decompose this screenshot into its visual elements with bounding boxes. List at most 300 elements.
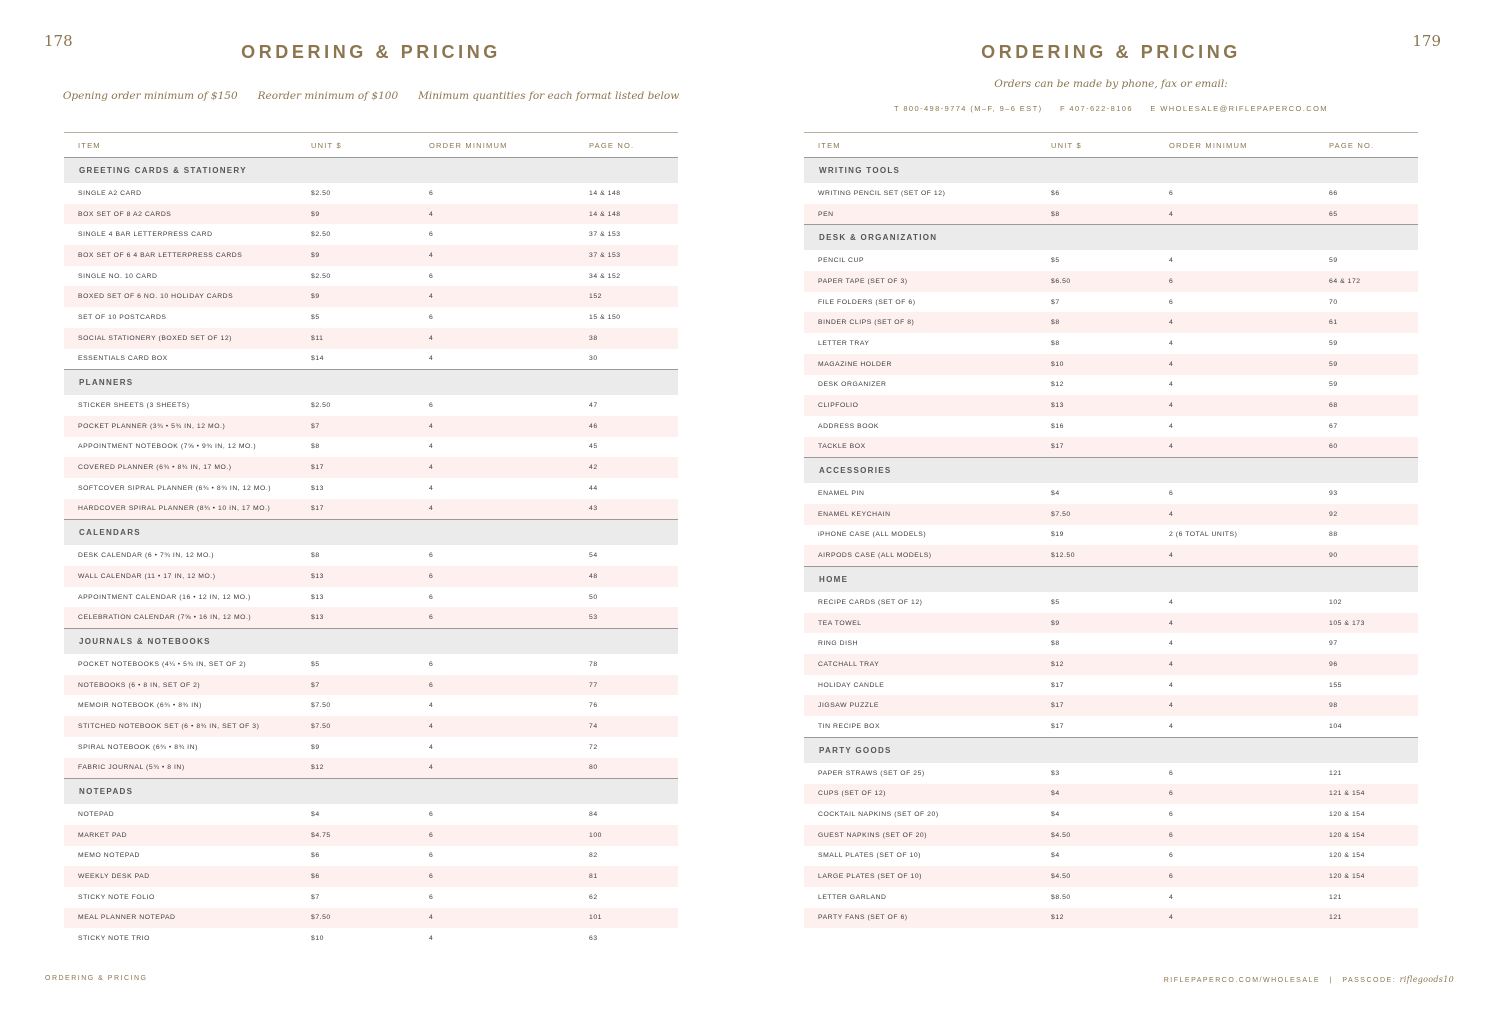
contact-email[interactable]: E WHOLESALE@RIFLEPAPERCO.COM	[1150, 104, 1328, 113]
unit-price: $2.50	[311, 402, 331, 410]
section-rows	[804, 592, 1418, 737]
order-minimum: 6	[1169, 790, 1174, 798]
section-title: CALENDARS	[79, 528, 141, 538]
order-minimum: 4	[1169, 702, 1174, 710]
unit-price: $6	[1051, 189, 1060, 197]
item-name: COVERED PLANNER (6¾ • 8¾ IN, 17 MO.)	[78, 464, 232, 472]
item-name: JIGSAW PUZZLE	[818, 702, 879, 710]
unit-price: $11	[311, 334, 324, 342]
footer-passcode: riflegoods10	[1399, 975, 1454, 984]
page-number: 53	[589, 614, 598, 622]
contact-line	[804, 104, 1418, 113]
section-title: JOURNALS & NOTEBOOKS	[79, 637, 211, 647]
section-rows	[804, 183, 1418, 224]
section-rows	[64, 654, 678, 778]
page-number: 88	[1329, 531, 1338, 539]
item-name: STICKY NOTE FOLIO	[78, 893, 155, 901]
page-number: 104	[1329, 722, 1342, 730]
item-name: WRITING PENCIL SET (SET OF 12)	[818, 189, 946, 197]
page-number: 70	[1329, 298, 1338, 306]
col-page-no: PAGE NO.	[1329, 140, 1375, 150]
item-name: SINGLE A2 CARD	[78, 189, 142, 197]
unit-price: $4	[1051, 811, 1060, 819]
item-name: TIN RECIPE BOX	[818, 722, 881, 730]
table-header	[804, 133, 1418, 157]
table-row	[64, 675, 678, 696]
order-minimum: 2 (6 TOTAL UNITS)	[1169, 531, 1238, 539]
table-row	[804, 784, 1418, 805]
order-minimum: 6	[429, 831, 434, 839]
item-name: SET OF 10 POSTCARDS	[78, 313, 167, 321]
item-name: MARKET PAD	[78, 831, 128, 839]
unit-price: $13	[311, 484, 324, 492]
page-number: 38	[589, 334, 598, 342]
format-minimum-note: Minimum quantities for each format listed below	[418, 90, 680, 102]
item-name: SOCIAL STATIONERY (BOXED SET OF 12)	[78, 334, 232, 342]
item-name: ADDRESS BOOK	[818, 422, 879, 430]
table-row	[64, 395, 678, 416]
item-name: STICKY NOTE TRIO	[78, 935, 150, 943]
unit-price: $10	[311, 935, 324, 943]
table-row	[64, 566, 678, 587]
page-number: 15 & 150	[589, 313, 621, 321]
item-name: SOFTCOVER SIPRAL PLANNER (6¾ • 8¾ IN, 12 MO.)	[78, 484, 272, 492]
order-minimum: 4	[1169, 598, 1174, 606]
col-unit-price: UNIT $	[311, 140, 342, 150]
table-row	[64, 204, 678, 225]
pricing-table-left	[64, 132, 678, 949]
section-rows	[64, 804, 678, 949]
section-title: GREETING CARDS & STATIONERY	[79, 166, 247, 175]
unit-price: $9	[1051, 619, 1060, 627]
order-minimum: 4	[1169, 619, 1174, 627]
page-number: 64 & 172	[1329, 277, 1361, 285]
order-minimum: 6	[429, 313, 434, 321]
table-row	[64, 349, 678, 370]
page-number: 59	[1329, 381, 1338, 389]
order-minimum: 6	[1169, 298, 1174, 306]
footer-separator: |	[1329, 977, 1333, 984]
order-minimum: 4	[1169, 893, 1174, 901]
table-row	[804, 763, 1418, 784]
page-number: 81	[589, 873, 598, 881]
unit-price: $13	[1051, 402, 1064, 410]
item-name: AIRPODS CASE (ALL MODELS)	[818, 552, 932, 560]
section-header	[804, 224, 1418, 250]
table-row	[64, 607, 678, 628]
table-row	[64, 825, 678, 846]
item-name: SINGLE 4 BAR LETTERPRESS CARD	[78, 231, 213, 239]
unit-price: $17	[1051, 722, 1064, 730]
item-name: STITCHED NOTEBOOK SET (6 • 8¾ IN, SET OF 3)	[78, 722, 260, 730]
table-row	[64, 545, 678, 566]
order-minimum: 6	[429, 272, 434, 280]
opening-minimum: Opening order minimum of $150	[62, 90, 238, 102]
page-number: 37 & 153	[589, 251, 621, 259]
table-row	[64, 457, 678, 478]
footer-wholesale	[1164, 975, 1454, 984]
order-minimum: 6	[429, 614, 434, 622]
order-minimum: 4	[429, 484, 434, 492]
table-row	[804, 354, 1418, 375]
page-number: 121 & 154	[1329, 790, 1365, 798]
item-name: LETTER GARLAND	[818, 893, 887, 901]
contact-fax: F 407-622-8106	[1059, 104, 1133, 113]
order-minimum: 6	[1169, 831, 1174, 839]
item-name: POCKET PLANNER (3¾ • 5¾ IN, 12 MO.)	[78, 422, 226, 430]
item-name: APPOINTMENT CALENDAR (16 • 12 IN, 12 MO.)	[78, 593, 251, 601]
unit-price: $8	[1051, 210, 1060, 218]
unit-price: $16	[1051, 422, 1064, 430]
unit-price: $7.50	[1051, 510, 1071, 518]
page-number: 34 & 152	[589, 272, 621, 280]
page-number: 59	[1329, 339, 1338, 347]
unit-price: $4	[1051, 852, 1060, 860]
page-number: 120 & 154	[1329, 811, 1365, 819]
order-minimum: 6	[429, 552, 434, 560]
item-name: PAPER TAPE (SET OF 3)	[818, 277, 908, 285]
page-number: 178	[44, 32, 73, 50]
order-minimum: 4	[1169, 660, 1174, 668]
order-minimum: 6	[429, 572, 434, 580]
unit-price: $13	[311, 614, 324, 622]
item-name: MEMO NOTEPAD	[78, 852, 140, 860]
item-name: BOX SET OF 6 4 BAR LETTERPRESS CARDS	[78, 251, 243, 259]
col-page-no: PAGE NO.	[589, 140, 635, 150]
table-row	[804, 292, 1418, 313]
order-minimum: 6	[1169, 277, 1174, 285]
table-row	[804, 271, 1418, 292]
table-row	[64, 224, 678, 245]
table-row	[64, 866, 678, 887]
order-minimum: 4	[429, 210, 434, 218]
order-minimum: 4	[1169, 681, 1174, 689]
page-number: 50	[589, 593, 598, 601]
page-number: 54	[589, 552, 598, 560]
table-row	[804, 866, 1418, 887]
unit-price: $4.75	[311, 831, 331, 839]
table-row	[64, 846, 678, 867]
order-minimum: 4	[1169, 381, 1174, 389]
unit-price: $13	[311, 572, 324, 580]
page-number: 82	[589, 852, 598, 860]
page-number: 72	[589, 743, 598, 751]
item-name: HARDCOVER SPIRAL PLANNER (8¾ • 10 IN, 17 MO.)	[78, 505, 271, 513]
table-row	[64, 478, 678, 499]
order-minimum: 4	[1169, 210, 1174, 218]
page-title: ORDERING & PRICING	[981, 42, 1241, 62]
unit-price: $12.50	[1051, 552, 1076, 560]
unit-price: $5	[311, 313, 320, 321]
order-minimum: 6	[429, 402, 434, 410]
table-row	[64, 437, 678, 458]
item-name: CUPS (SET OF 12)	[818, 790, 886, 798]
unit-price: $3	[1051, 769, 1060, 777]
order-minimum: 4	[429, 914, 434, 922]
page-number: 121	[1329, 769, 1342, 777]
order-minimum: 4	[1169, 422, 1174, 430]
section-rows	[804, 763, 1418, 929]
section-title: ACCESSORIES	[819, 466, 892, 476]
unit-price: $17	[1051, 702, 1064, 710]
page-number: 14 & 148	[589, 210, 621, 218]
section-header	[64, 519, 678, 545]
unit-price: $8	[1051, 339, 1060, 347]
page-number: 90	[1329, 552, 1338, 560]
footer-url[interactable]: RIFLEPAPERCO.COM/WHOLESALE	[1163, 977, 1321, 984]
page-number: 102	[1329, 598, 1342, 606]
col-unit-price: UNIT $	[1051, 140, 1082, 150]
item-name: MEAL PLANNER NOTEPAD	[78, 914, 176, 922]
unit-price: $14	[311, 355, 324, 363]
table-row	[804, 846, 1418, 867]
unit-price: $17	[1051, 681, 1064, 689]
table-row	[64, 928, 678, 949]
item-name: CLIPFOLIO	[818, 402, 859, 410]
order-minimum: 4	[429, 251, 434, 259]
unit-price: $7	[1051, 298, 1060, 306]
unit-price: $12	[311, 764, 324, 772]
table-row	[64, 183, 678, 204]
order-minimum: 4	[429, 334, 434, 342]
page-number: 44	[589, 484, 598, 492]
unit-price: $4.50	[1051, 873, 1071, 881]
unit-price: $2.50	[311, 231, 331, 239]
section-title: NOTEPADS	[79, 787, 134, 797]
table-row	[64, 758, 678, 779]
page-number: 74	[589, 722, 598, 730]
section-header	[64, 778, 678, 804]
unit-price: $5	[311, 660, 320, 668]
item-name: NOTEBOOKS (6 • 8 IN, SET OF 2)	[78, 681, 201, 689]
order-minimum: 6	[429, 873, 434, 881]
order-minimum: 4	[1169, 510, 1174, 518]
item-name: ENAMEL PIN	[818, 490, 865, 498]
item-name: RECIPE CARDS (SET OF 12)	[818, 598, 923, 606]
order-minimum: 6	[429, 593, 434, 601]
order-minimum: 4	[429, 464, 434, 472]
order-minimum: 4	[429, 293, 434, 301]
table-row	[64, 587, 678, 608]
unit-price: $2.50	[311, 272, 331, 280]
pricing-table-right	[804, 132, 1418, 928]
order-minimum: 6	[429, 852, 434, 860]
unit-price: $7.50	[311, 722, 331, 730]
order-minimum: 4	[429, 743, 434, 751]
section-rows	[64, 183, 678, 369]
page-number: 47	[589, 402, 598, 410]
table-row	[804, 416, 1418, 437]
table-header	[64, 133, 678, 157]
item-name: PEN	[818, 210, 834, 218]
table-row	[64, 245, 678, 266]
col-item: ITEM	[78, 140, 101, 150]
item-name: iPHONE CASE (ALL MODELS)	[818, 531, 927, 539]
page-number: 77	[589, 681, 598, 689]
table-row	[804, 675, 1418, 696]
table-row	[64, 307, 678, 328]
col-order-minimum: ORDER MINIMUM	[1169, 140, 1248, 150]
unit-price: $6	[311, 873, 320, 881]
item-name: LETTER TRAY	[818, 339, 870, 347]
item-name: PARTY FANS (SET OF 6)	[818, 914, 908, 922]
item-name: BINDER CLIPS (SET OF 8)	[818, 319, 915, 327]
unit-price: $4	[1051, 790, 1060, 798]
table-row	[64, 716, 678, 737]
table-row	[804, 483, 1418, 504]
item-name: TEA TOWEL	[818, 619, 862, 627]
item-name: POCKET NOTEBOOKS (4¼ • 5¾ IN, SET OF 2)	[78, 660, 247, 668]
table-row	[804, 545, 1418, 566]
item-name: PAPER STRAWS (SET OF 25)	[818, 769, 925, 777]
order-minimum: 4	[429, 722, 434, 730]
item-name: ENAMEL KEYCHAIN	[818, 510, 891, 518]
item-name: DESK CALENDAR (6 • 7¾ IN, 12 MO.)	[78, 552, 215, 560]
section-header	[804, 737, 1418, 763]
order-minimum: 4	[1169, 443, 1174, 451]
item-name: CATCHALL TRAY	[818, 660, 880, 668]
table-row	[804, 825, 1418, 846]
table-row	[804, 654, 1418, 675]
table-row	[804, 204, 1418, 225]
page-number: 59	[1329, 257, 1338, 265]
page-number: 84	[589, 811, 598, 819]
item-name: NOTEPAD	[78, 811, 115, 819]
order-minimum: 4	[429, 422, 434, 430]
section-title: PARTY GOODS	[819, 745, 892, 755]
unit-price: $7	[311, 893, 320, 901]
order-minimum: 6	[1169, 852, 1174, 860]
page-number: 152	[589, 293, 602, 301]
unit-price: $17	[1051, 443, 1064, 451]
unit-price: $17	[311, 505, 324, 513]
table-row	[64, 695, 678, 716]
table-row	[804, 395, 1418, 416]
page-number: 61	[1329, 319, 1338, 327]
unit-price: $6.50	[1051, 277, 1071, 285]
page-title: ORDERING & PRICING	[241, 42, 501, 62]
item-name: HOLIDAY CANDLE	[818, 681, 885, 689]
unit-price: $4.50	[1051, 831, 1071, 839]
order-minimum: 4	[1169, 339, 1174, 347]
page-number: 62	[589, 893, 598, 901]
unit-price: $7	[311, 681, 320, 689]
order-minimum: 4	[429, 505, 434, 513]
order-minimum: 6	[429, 189, 434, 197]
page-number: 98	[1329, 702, 1338, 710]
page-number: 76	[589, 702, 598, 710]
table-row	[64, 416, 678, 437]
order-minimum: 6	[429, 811, 434, 819]
page-number: 105 & 173	[1329, 619, 1365, 627]
page-number: 48	[589, 572, 598, 580]
page-number: 43	[589, 505, 598, 513]
col-order-minimum: ORDER MINIMUM	[429, 140, 508, 150]
order-minimum: 6	[1169, 189, 1174, 197]
page-number: 120 & 154	[1329, 831, 1365, 839]
page-number: 100	[589, 831, 602, 839]
item-name: COCKTAIL NAPKINS (SET OF 20)	[818, 811, 939, 819]
section-title: DESK & ORGANIZATION	[819, 233, 938, 243]
order-minimum: 4	[1169, 319, 1174, 327]
page-number: 67	[1329, 422, 1338, 430]
page-number: 101	[589, 914, 602, 922]
page-number: 65	[1329, 210, 1338, 218]
item-name: BOXED SET OF 6 NO. 10 HOLIDAY CARDS	[78, 293, 234, 301]
section-rows	[804, 483, 1418, 566]
table-row	[64, 286, 678, 307]
order-minimums	[64, 90, 678, 102]
order-minimum: 4	[1169, 257, 1174, 265]
page-number: 45	[589, 443, 598, 451]
table-row	[804, 592, 1418, 613]
order-minimum: 4	[1169, 402, 1174, 410]
unit-price: $5	[1051, 598, 1060, 606]
item-name: SINGLE NO. 10 CARD	[78, 272, 158, 280]
order-minimum: 6	[429, 893, 434, 901]
item-name: PENCIL CUP	[818, 257, 865, 265]
order-minimum: 4	[429, 935, 434, 943]
table-row	[804, 695, 1418, 716]
table-row	[64, 266, 678, 287]
order-minimum: 6	[1169, 873, 1174, 881]
page-number: 179	[1412, 32, 1441, 50]
footer-section-label: ORDERING & PRICING	[45, 975, 148, 982]
order-minimum: 6	[1169, 490, 1174, 498]
unit-price: $10	[1051, 360, 1064, 368]
section-header	[804, 457, 1418, 483]
item-name: SPIRAL NOTEBOOK (6¾ • 8¾ IN)	[78, 743, 198, 751]
item-name: MEMOIR NOTEBOOK (6¾ • 8¾ IN)	[78, 702, 202, 710]
item-name: BOX SET OF 8 A2 CARDS	[78, 210, 172, 218]
section-title: WRITING TOOLS	[819, 166, 901, 175]
item-name: ESSENTIALS CARD BOX	[78, 355, 168, 363]
item-name: WALL CALENDAR (11 • 17 IN, 12 MO.)	[78, 572, 216, 580]
unit-price: $12	[1051, 914, 1064, 922]
item-name: GUEST NAPKINS (SET OF 20)	[818, 831, 928, 839]
table-row	[804, 437, 1418, 458]
col-item: ITEM	[818, 140, 841, 150]
page-number: 121	[1329, 893, 1342, 901]
table-row	[804, 504, 1418, 525]
table-row	[804, 716, 1418, 737]
table-row	[804, 613, 1418, 634]
item-name: TACKLE BOX	[818, 443, 866, 451]
item-name: DESK ORGANIZER	[818, 381, 887, 389]
order-minimum: 6	[429, 231, 434, 239]
table-row	[804, 183, 1418, 204]
item-name: LARGE PLATES (SET OF 10)	[818, 873, 922, 881]
order-methods-note: Orders can be made by phone, fax or email:	[994, 78, 1228, 90]
page-number: 60	[1329, 443, 1338, 451]
unit-price: $7.50	[311, 914, 331, 922]
section-header	[64, 628, 678, 654]
page-number: 121	[1329, 914, 1342, 922]
unit-price: $19	[1051, 531, 1064, 539]
item-name: FABRIC JOURNAL (5¾ • 8 IN)	[78, 764, 185, 772]
unit-price: $4	[1051, 490, 1060, 498]
page-number: 120 & 154	[1329, 873, 1365, 881]
unit-price: $8	[1051, 640, 1060, 648]
page-number: 42	[589, 464, 598, 472]
item-name: STICKER SHEETS (3 SHEETS)	[78, 402, 190, 410]
table-row	[64, 908, 678, 929]
page-number: 63	[589, 935, 598, 943]
order-minimum: 4	[1169, 722, 1174, 730]
item-name: APPOINTMENT NOTEBOOK (7⅝ • 9¾ IN, 12 MO.)	[78, 443, 257, 451]
table-row	[804, 804, 1418, 825]
page-number: 120 & 154	[1329, 852, 1365, 860]
